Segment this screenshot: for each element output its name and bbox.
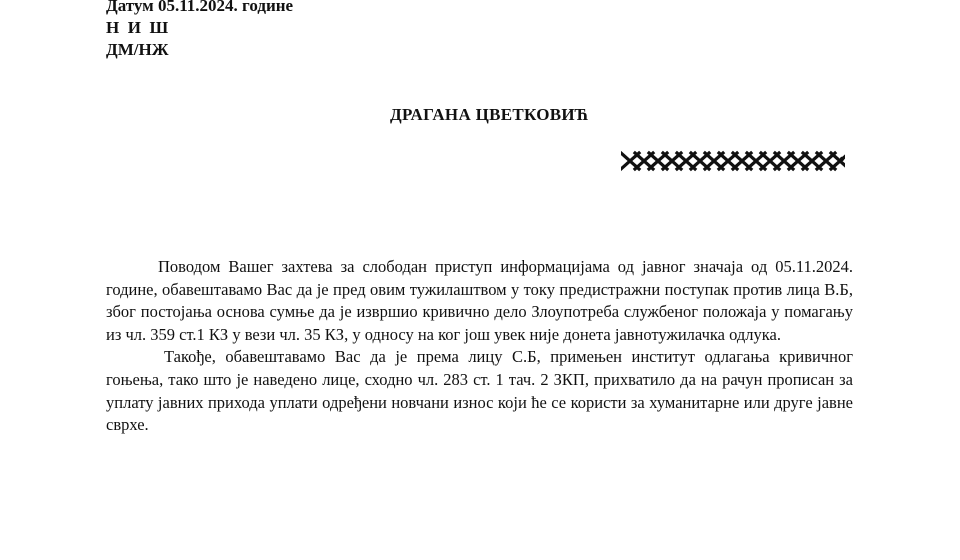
document-reference: ДМ/НЖ [106,40,169,59]
letter-body [106,256,853,437]
redaction-dot [840,157,844,161]
recipient-name: ДРАГАНА ЦВЕТКОВИЋ [390,105,589,124]
redacted-address [621,150,845,172]
document-date: Датум 05.11.2024. године [106,0,294,15]
body-paragraph: Такође, обавештавамо Вас да је према лицу С.Б, примењен институт одлагања кривичног гоњења, тако што је наведено лице, сходно чл. 283 ст. 1 тач. 2 ЗКП, прихватило да на рачун прописан за уплату јавних прихода уплати одређени новчани износ који ће се користи за хуманитарне или друге јавне сврхе. [106,347,853,435]
body-paragraph: Поводом Вашег захтева за слободан приступ информацијама од јавног значаја од 05.11.2024. године, обавештавамо Вас да је пред овим тужилаштвом у току предистражни поступак против лица В.Б, због постојања основа сумње да је извршио кривично дело Злоупотреба службеног положаја у помагању из чл. 359 ст.1 КЗ у вези чл. 35 КЗ, у односу на ког још увек није донета јавнотужилачка одлука. [106,257,853,344]
document-city: Н И Ш [106,18,169,37]
